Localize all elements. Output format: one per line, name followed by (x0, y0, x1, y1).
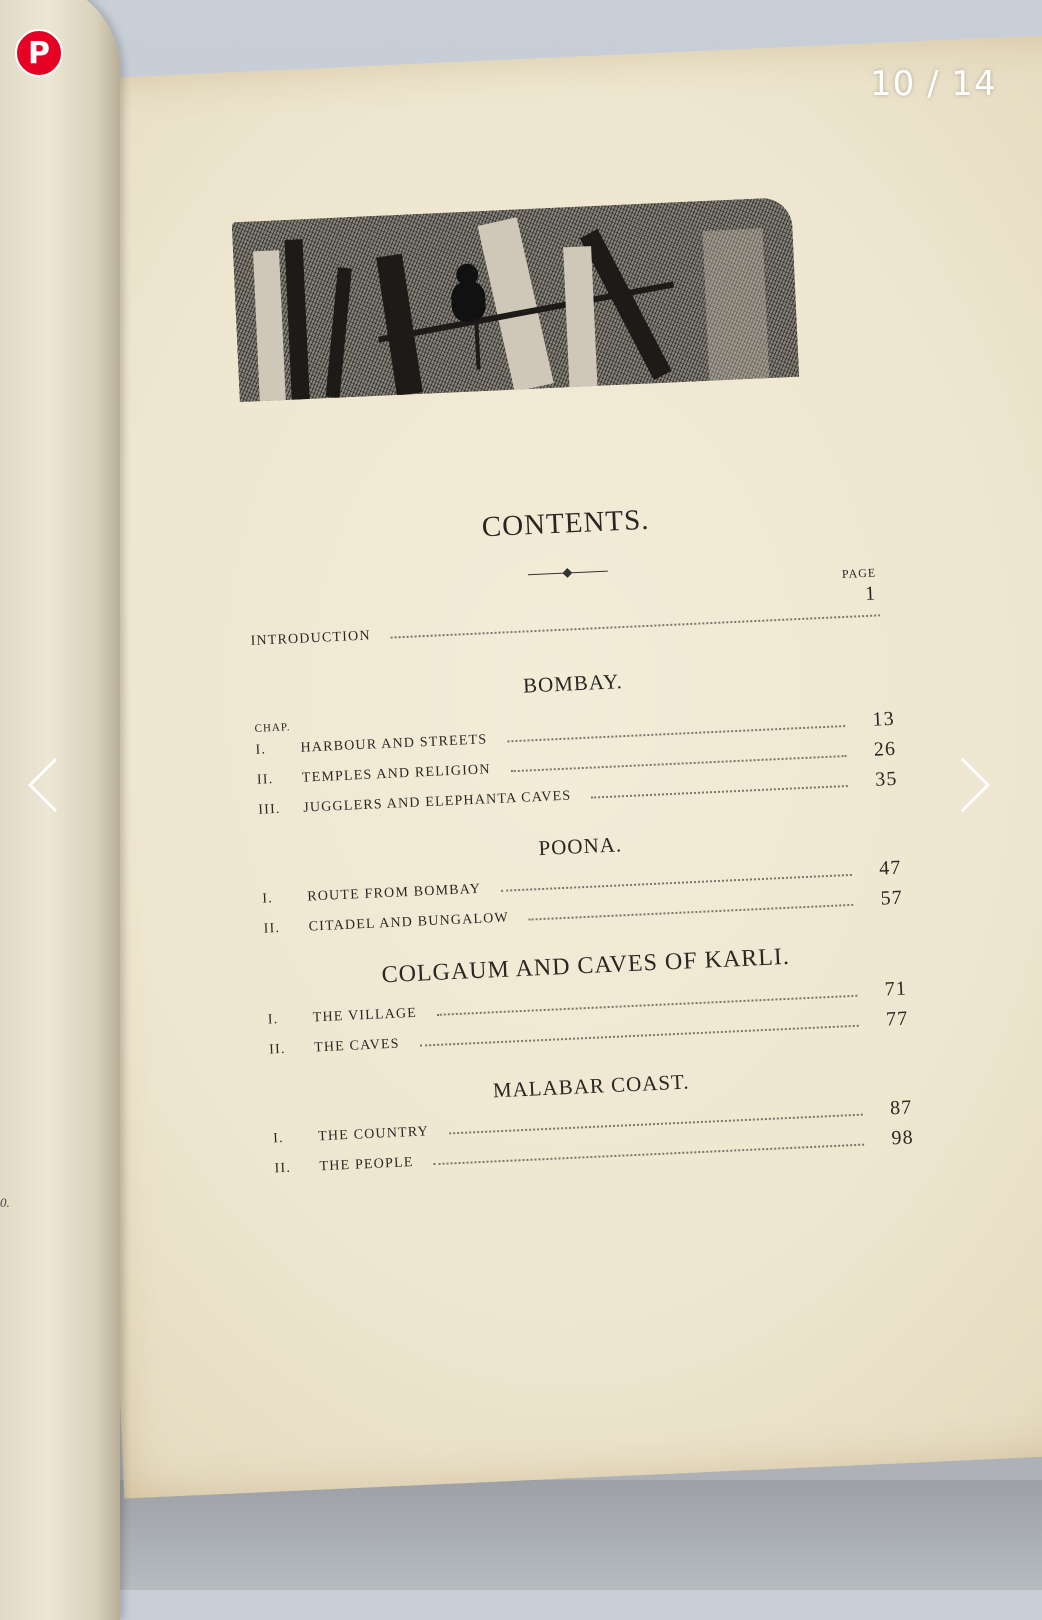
chapter-page: 47 (878, 856, 903, 880)
contents-title: CONTENTS. (481, 503, 651, 544)
chapter-number: II. (256, 772, 274, 788)
chapter-title: ROUTE FROM BOMBAY (306, 881, 482, 905)
chapter-number: II. (268, 1041, 286, 1058)
dot-leader (511, 755, 847, 772)
next-image-button[interactable] (950, 755, 1000, 815)
chap-label: CHAP. (254, 721, 291, 735)
dot-leader (529, 904, 853, 921)
dot-leader (434, 1144, 865, 1166)
chapter-title: HARBOUR AND STREETS (300, 732, 488, 756)
dot-leader (501, 874, 852, 892)
contents-page (232, 193, 915, 1185)
previous-image-button[interactable] (20, 755, 70, 815)
chapter-title: THE CAVES (313, 1036, 401, 1056)
chevron-right-icon (950, 755, 1000, 815)
chapter-title: THE VILLAGE (312, 1005, 418, 1026)
pin-glyph: P (28, 35, 50, 71)
dot-leader (507, 725, 845, 742)
section-title: POONA. (537, 832, 623, 861)
engraving-illustration (232, 197, 800, 402)
chapter-page: 57 (880, 886, 904, 910)
chapter-page: 71 (884, 977, 908, 1001)
chapter-title: THE COUNTRY (317, 1124, 430, 1145)
page-column-label: PAGE (841, 565, 877, 582)
chapter-number: I. (272, 1130, 285, 1147)
chapter-page: 35 (874, 767, 899, 791)
ornament-divider (528, 571, 608, 576)
chapter-page: 26 (873, 737, 897, 761)
chapter-page: 98 (890, 1126, 915, 1150)
chapter-number: II. (263, 920, 281, 937)
section-title: COLGAUM AND CAVES OF KARLI. (381, 943, 791, 989)
chapter-page: 77 (885, 1007, 909, 1031)
background-table (55, 1480, 1042, 1590)
introduction-label: INTRODUCTION (250, 628, 372, 649)
introduction-page-number: 1 (864, 582, 876, 605)
book-page (60, 33, 1042, 1499)
pinterest-icon[interactable] (15, 29, 63, 77)
chapter-title: JUGGLERS AND ELEPHANTA CAVES (302, 788, 572, 816)
chapter-title: TEMPLES AND RELIGION (301, 762, 491, 786)
chapter-title: CITADEL AND BUNGALOW (308, 910, 510, 935)
chapter-number: I. (267, 1012, 279, 1028)
chapter-page: 87 (889, 1096, 913, 1120)
section-title: BOMBAY. (522, 669, 624, 698)
chevron-left-icon (20, 755, 70, 815)
chapter-title: THE PEOPLE (319, 1155, 414, 1175)
dot-leader (591, 785, 848, 799)
chapter-number: II. (274, 1160, 292, 1177)
chapter-number: III. (257, 801, 281, 818)
stray-mark: 0. (0, 1195, 10, 1210)
section-title: MALABAR COAST. (492, 1069, 691, 1103)
chapter-number: I. (255, 742, 267, 758)
dot-leader (420, 1025, 859, 1047)
chapter-number: I. (262, 891, 274, 907)
image-counter: 10 / 14 (870, 64, 997, 104)
chapter-page: 13 (871, 707, 896, 731)
